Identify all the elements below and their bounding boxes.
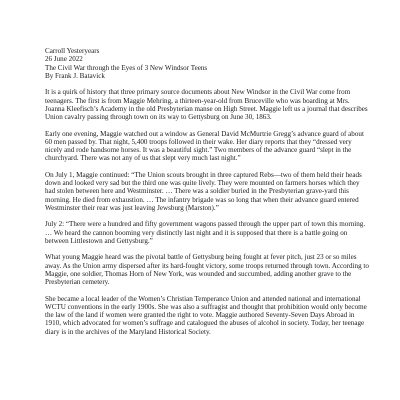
publication-name: Carroll Yesteryears — [45, 47, 100, 55]
article-title: The Civil War through the Eyes of 3 New Windsor Teens — [45, 63, 208, 72]
paragraph-evening: Early one evening, Maggie watched out a window as General David McMurtrie Gregg’s advance guard of about 60 men passed by. That night, 5,400 troops followed in their wake. Her diary reports that they “dressed very nicely and rode handsome horses. It was a beautiful sight.” Two members of the advance guard “slept in the churchyard. There was not any of us that slept very much last night.” — [45, 129, 364, 163]
paragraph-july-2: July 2: “There were a hundred and fifty government wagons passed through the upper part of town this morning. … We heard the cannon booming very distinctly last night and it is supposed that there is a battle going on between Littlestown and Gettysburg.” — [45, 220, 366, 245]
document-page — [45, 47, 370, 400]
publication-date: 26 June 2022 — [45, 55, 83, 64]
article-byline: By Frank J. Batavick — [45, 71, 105, 80]
paragraph-intro: It is a quirk of history that three primary source documents about New Windsor in the Civil War come from teenagers. The first is from Maggie Mehring, a thirteen-year-old from Bruceville who was boarding at Mrs. Joanna Kleefisch’s Academy in the old Presbyterian manse on High Street. Maggie left us a journal that describes Union cavalry passing through town on its way to Gettysburg on June 30, 1863. — [45, 88, 368, 121]
article-header — [45, 47, 370, 80]
paragraph-gettysburg: What young Maggie heard was the pivotal battle of Gettysburg being fought at fever pitch, just 23 or so miles away. As the Union army dispersed after its hard-fought victory, some troops returned through town. According to Maggie, one soldier, Thomas Horn of New York, was wounded and succumbed, adding another grave to the Presbyterian cemetery. — [45, 253, 369, 286]
paragraph-wctu: She became a local leader of the Women’s Christian Temperance Union and attended national and international WCTU conventions in the early 1900s. She was also a suffragist and thought that prohibition would only become the law of the land if women were granted the right to vote. Maggie authored Seventy-Seven Days Abroad in 1910, which advocated for women’s suffrage and catalogued the abuses of alcohol in society. Today, her teenage diary is in the archives of the Maryland Historical Society. — [45, 294, 367, 336]
paragraph-july-1: On July 1, Maggie continued: “The Union scouts brought in three captured Rebs—two of them held their heads down and looked very sad but the third one was quite lively. They were mounted on farmers horses which they had stolen between here and Westminster. … There was a soldier buried in the Presbyterian grave-yard this morning. He died from exhaustion. … The infantry brigade was so long that when their advance guard entered Westminster their rear was just leaving Jewsburg (Marston).” — [45, 170, 362, 212]
